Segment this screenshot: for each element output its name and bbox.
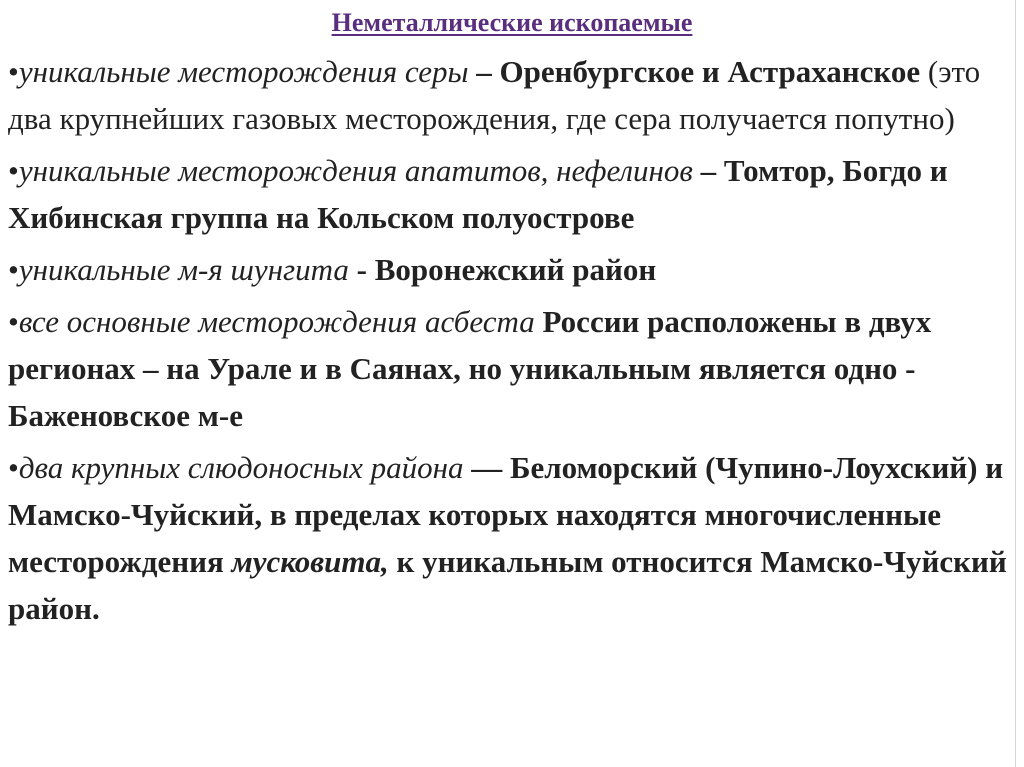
bullet-item-shungite [8,246,1008,293]
bullet-italic-text: уникальные месторождения серы [18,54,469,89]
bullet-italic-text: уникальные м-я шунгита [18,252,349,287]
slide-edge-line [1015,0,1016,767]
bullet-list [8,48,1008,637]
bullet-marker: • [8,252,19,287]
bullet-marker: • [8,54,19,89]
bullet-normal-text: (это два крупнейших газовых месторождения, где сера получается попутно) [8,54,981,136]
bullet-bold-tail-text: к уникальным относится Мамско-Чуйский район. [8,544,1007,626]
bullet-italic-text: два крупных слюдоносных района [18,450,464,485]
bullet-marker: • [8,450,19,485]
bullet-bold-text: — Беломорский (Чупино-Лоухский) и Мамско-Чуйский, в пределах которых находятся многочисленные месторождения [8,450,1004,579]
bullet-bold-italic-text: мусковита, [231,544,389,579]
bullet-italic-text: все основные месторождения асбеста [18,304,535,339]
bullet-marker: • [8,153,19,188]
bullet-bold-text: России расположены в двух регионах – на Урале и в Саянах, но уникальным является одно - Баженовское м-е [8,304,932,433]
slide-title [0,8,1024,38]
bullet-item-apatite [8,147,1008,241]
bullet-item-asbestos [8,298,1008,439]
bullet-bold-text: - Воронежский район [348,252,657,287]
bullet-marker: • [8,304,19,339]
bullet-bold-text: – Оренбургское и Астраханское [468,54,921,89]
bullet-item-sulfur [8,48,1008,142]
bullet-bold-text: – Томтор, Богдо и Хибинская группа на Кольском полуострове [8,153,948,235]
slide-title-text: Неметаллические ископаемые [331,8,693,37]
bullet-italic-text: уникальные месторождения апатитов, нефелинов [18,153,693,188]
bullet-item-mica [8,444,1008,632]
